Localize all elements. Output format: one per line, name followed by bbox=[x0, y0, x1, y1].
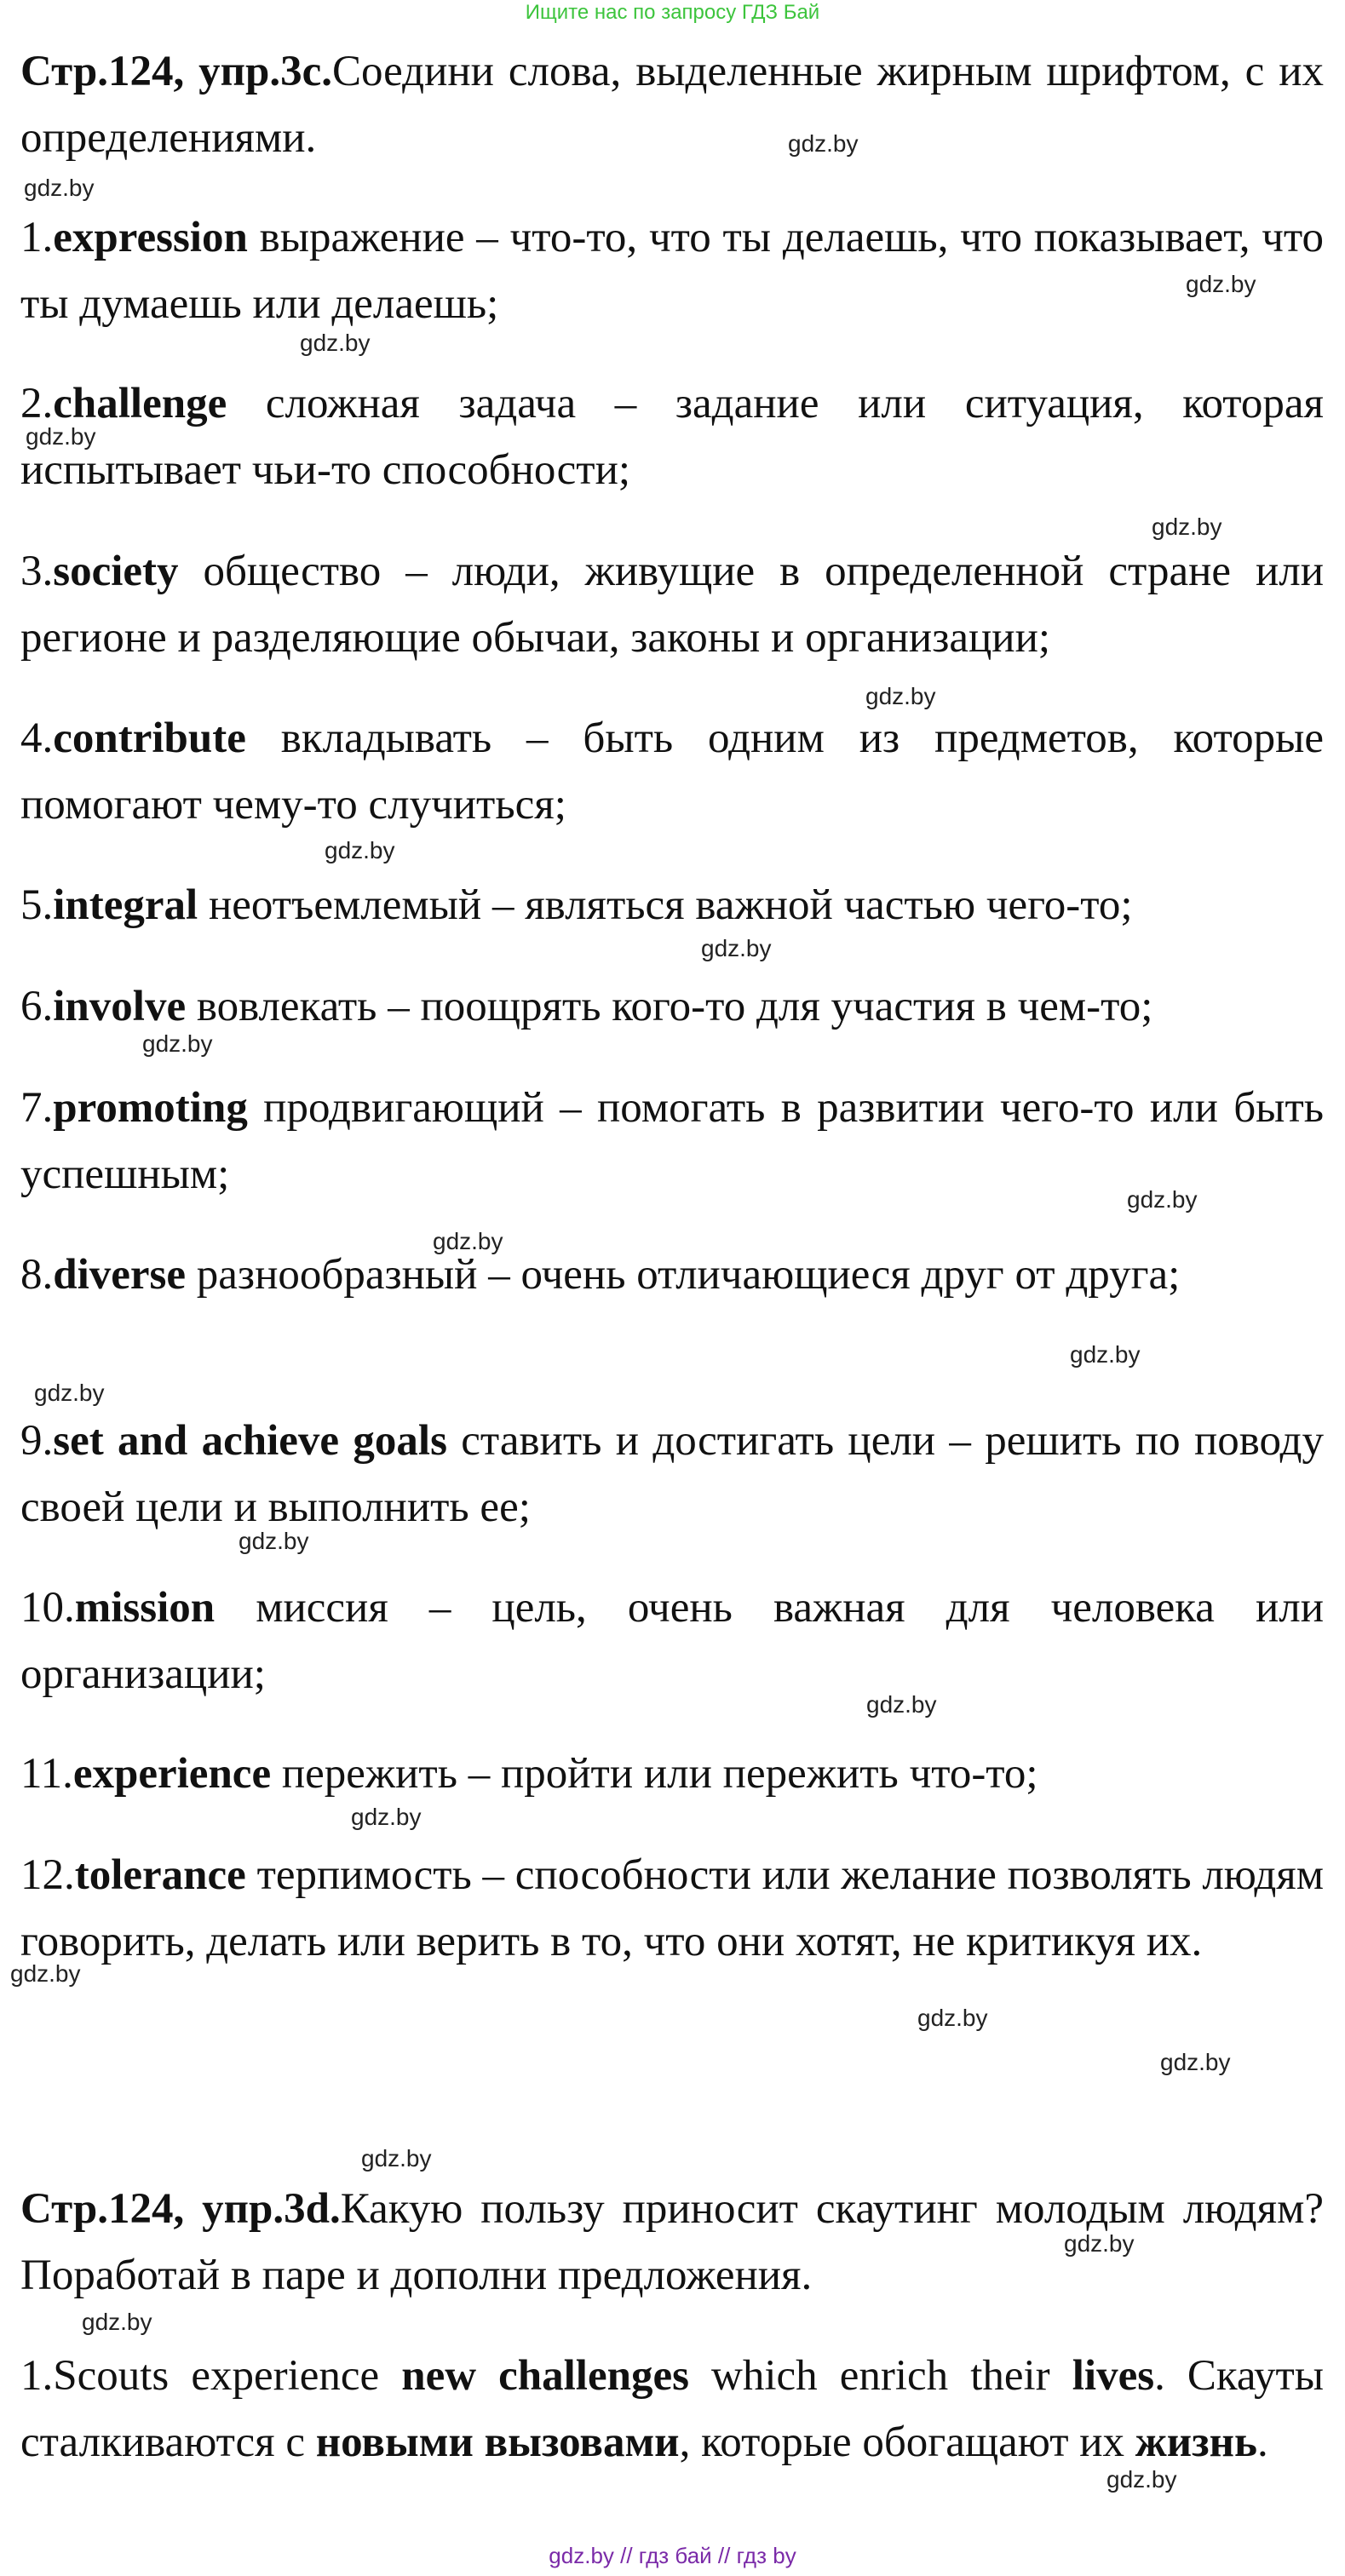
watermark: gdz.by bbox=[701, 935, 772, 961]
list-item: 5.integral неотъемлемый – являться важной частью чего-то; bbox=[20, 881, 1133, 929]
section-c-intro bbox=[20, 38, 1324, 171]
watermark: gdz.by bbox=[34, 1380, 105, 1406]
watermark: gdz.by bbox=[1152, 513, 1222, 540]
term: contribute bbox=[53, 714, 246, 762]
term: set and achieve goals bbox=[53, 1417, 447, 1465]
watermark: gdz.by bbox=[1064, 2230, 1135, 2257]
watermark: gdz.by bbox=[865, 683, 936, 709]
section-d-instruction: Какую пользу приносит скаутинг молодым людям? Поработай в паре и дополни предложения. bbox=[20, 2185, 1324, 2299]
list-item: 4.contribute вкладывать – быть одним из предметов, которые помогают чему-то случиться; bbox=[20, 714, 1324, 829]
term: involve bbox=[53, 983, 187, 1030]
definition: сложная задача – задание или ситуация, которая испытывает чьи-то способности; bbox=[20, 380, 1324, 494]
definition: вовлекать – поощрять кого-то для участия в чем-то; bbox=[186, 983, 1153, 1030]
term: challenge bbox=[53, 380, 227, 427]
watermark: gdz.by bbox=[26, 423, 96, 450]
definition: пережить – пройти или пережить что-то; bbox=[271, 1750, 1038, 1798]
watermark: gdz.by bbox=[82, 2309, 152, 2335]
watermark: gdz.by bbox=[866, 1691, 937, 1718]
term: diverse bbox=[53, 1251, 187, 1299]
watermark: gdz.by bbox=[24, 175, 95, 201]
watermark: gdz.by bbox=[142, 1030, 213, 1057]
section-c-heading: Стр.124, упр.3с. bbox=[20, 48, 333, 95]
watermark: gdz.by bbox=[1106, 2466, 1177, 2493]
watermark: gdz.by bbox=[917, 2005, 988, 2031]
term: promoting bbox=[53, 1084, 248, 1132]
term: tolerance bbox=[74, 1851, 246, 1899]
watermark: gdz.by bbox=[433, 1228, 503, 1254]
definition: миссия – цель, очень важная для человека или организации; bbox=[20, 1584, 1324, 1698]
definition: неотъемлемый – являться важной частью чего-то; bbox=[198, 881, 1133, 929]
watermark: gdz.by bbox=[351, 1804, 422, 1830]
section-c-instruction: Соедини слова, выделенные жирным шрифтом, с их определениями. bbox=[20, 48, 1324, 162]
watermark: gdz.by bbox=[10, 1960, 81, 1987]
term: mission bbox=[74, 1584, 216, 1632]
list-item: 10.mission миссия – цель, очень важная для человека или организации; bbox=[20, 1584, 1324, 1698]
definition: разнообразный – очень отличающиеся друг от друга; bbox=[186, 1251, 1181, 1299]
list-item: 11.experience пережить – пройти или пережить что-то; bbox=[20, 1750, 1038, 1798]
watermark: gdz.by bbox=[325, 837, 395, 863]
definition: общество – люди, живущие в определенной стране или регионе и разделяющие обычаи, законы и организации; bbox=[20, 548, 1324, 662]
list-item: 7.promoting продвигающий – помогать в развитии чего-то или быть успешным; bbox=[20, 1084, 1324, 1198]
watermark: gdz.by bbox=[239, 1528, 309, 1554]
footer: gdz.by // гдз бай // гдз by bbox=[549, 2543, 796, 2568]
watermark: gdz.by bbox=[361, 2145, 432, 2172]
list-item: 1.expression выражение – что-то, что ты делаешь, что показывает, что ты думаешь или делаешь; bbox=[20, 214, 1324, 328]
term: integral bbox=[53, 881, 198, 929]
section-d-heading: Стр.124, упр.3d. bbox=[20, 2185, 341, 2233]
watermark: gdz.by bbox=[1160, 2049, 1231, 2075]
definition: продвигающий – помогать в развитии чего-то или быть успешным; bbox=[20, 1084, 1324, 1198]
list-item: 8.diverse разнообразный – очень отличающиеся друг от друга; bbox=[20, 1251, 1181, 1299]
definition: вкладывать – быть одним из предметов, которые помогают чему-то случиться; bbox=[20, 714, 1324, 829]
term: expression bbox=[53, 214, 248, 261]
definition: выражение – что-то, что ты делаешь, что показывает, что ты думаешь или делаешь; bbox=[20, 214, 1324, 328]
list-item: 6.involve вовлекать – поощрять кого-то для участия в чем-то; bbox=[20, 983, 1153, 1030]
term: experience bbox=[72, 1750, 272, 1798]
definition: терпимость – способности или желание позволять людям говорить, делать или верить в то, что они хотят, не критикуя их. bbox=[20, 1851, 1325, 1965]
list-item: 1.Scouts experience new challenges which enrich their lives. Скауты сталкиваются с новыми вызовами, которые обогащают их жизнь. bbox=[20, 2352, 1324, 2466]
top-banner: Ищите нас по запросу ГДЗ Бай bbox=[525, 1, 820, 24]
list-item: 2.challenge сложная задача – задание или ситуация, которая испытывает чьи-то способности; bbox=[20, 380, 1324, 494]
list-item: 12.tolerance терпимость – способности или желание позволять людям говорить, делать или верить в то, что они хотят, не критикуя их. bbox=[20, 1851, 1325, 1965]
list-item: 3.society общество – люди, живущие в определенной стране или регионе и разделяющие обычаи, законы и организации; bbox=[20, 548, 1324, 662]
term: society bbox=[53, 548, 179, 595]
watermark: gdz.by bbox=[300, 330, 371, 356]
watermark: gdz.by bbox=[788, 130, 859, 157]
watermark: gdz.by bbox=[1186, 271, 1256, 297]
list-item: 9.set and achieve goals ставить и достигать цели – решить по поводу своей цели и выполнить ее; bbox=[20, 1417, 1325, 1531]
definition: ставить и достигать цели – решить по поводу своей цели и выполнить ее; bbox=[20, 1417, 1325, 1531]
watermark: gdz.by bbox=[1127, 1186, 1198, 1213]
watermark: gdz.by bbox=[1070, 1341, 1141, 1368]
